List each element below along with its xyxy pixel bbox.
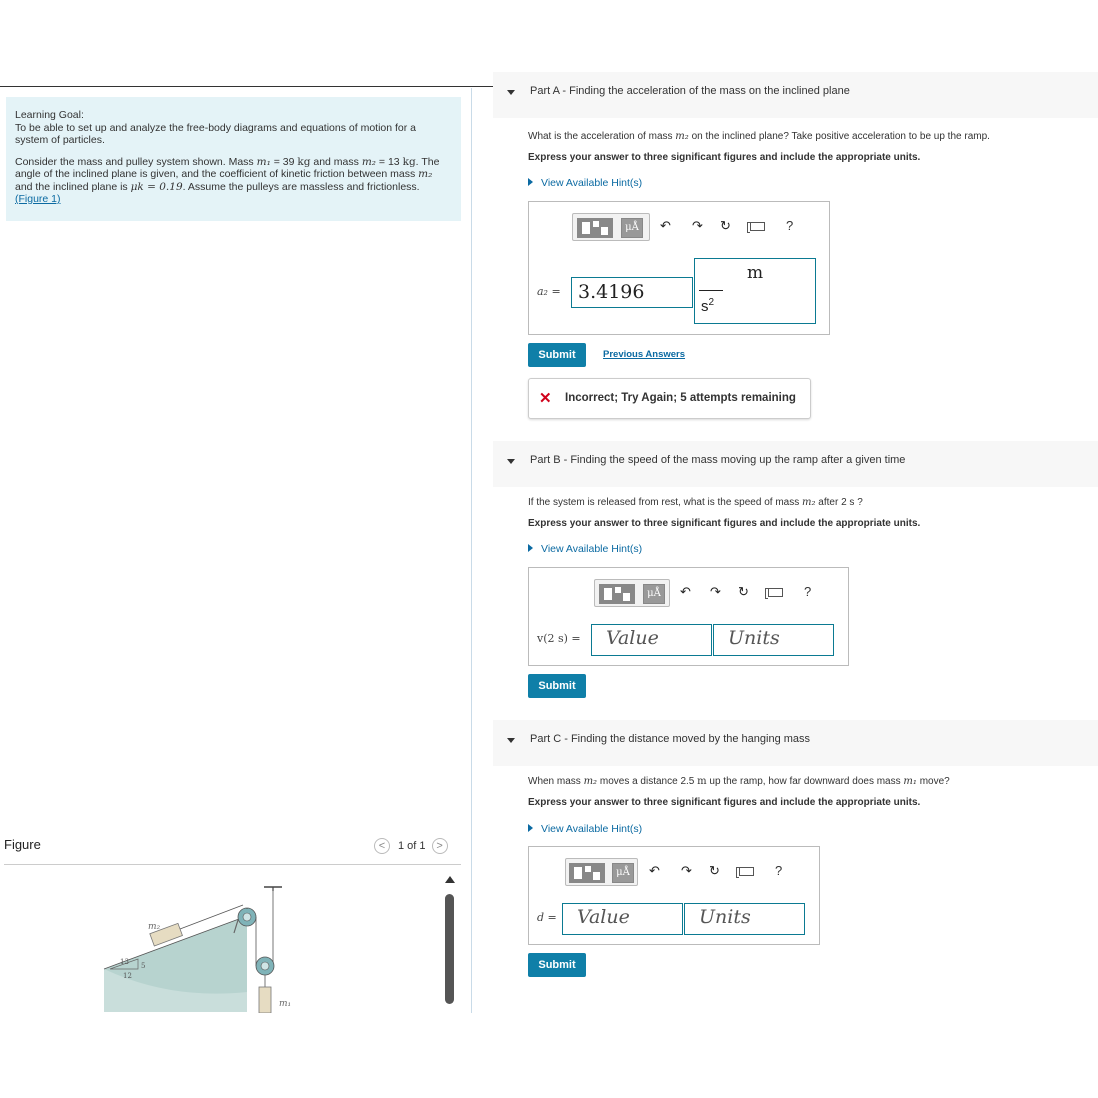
units-symbols-button[interactable]: μÅ [621, 218, 643, 238]
units-symbols-button[interactable]: μÅ [612, 863, 634, 883]
collapse-triangle-icon[interactable] [507, 738, 515, 743]
part-b-toolbar [594, 579, 834, 611]
redo-icon[interactable]: ↷ [710, 584, 721, 599]
block-m1 [259, 987, 271, 1013]
kg-unit: kg [402, 155, 416, 168]
keyboard-icon[interactable] [739, 867, 754, 876]
m2-symbol: m₂ [418, 168, 433, 180]
keyboard-icon[interactable] [768, 588, 783, 597]
part-a-value: 3.4196 [578, 281, 645, 303]
reset-icon[interactable]: ↻ [709, 863, 720, 878]
slope-label-13: 13 [120, 958, 129, 966]
text-span: Consider the mass and pulley system shown. Mass [15, 155, 254, 168]
part-b-hint-link[interactable] [528, 543, 642, 555]
keyboard-icon[interactable] [750, 222, 765, 231]
part-b-question [528, 497, 863, 508]
part-a-value-input[interactable] [571, 277, 693, 308]
part-b-value-input[interactable] [591, 624, 712, 656]
previous-answers-link[interactable]: Previous Answers [603, 349, 686, 360]
friction-coefficient: μk = 0.19 [130, 180, 183, 193]
text-span: The angle of the inclined plane is given, and the coefficient of kinetic friction between mass [15, 155, 440, 180]
help-icon[interactable]: ? [786, 218, 794, 233]
part-b-units-input[interactable] [713, 624, 834, 656]
part-a-toolbar [572, 213, 812, 245]
part-c-submit-button[interactable]: Submit [528, 953, 586, 977]
part-b-variable-label: v(2 s) = [537, 632, 581, 645]
part-a-hint-link[interactable] [528, 177, 642, 189]
part-a-header[interactable] [493, 72, 1098, 118]
scroll-up-icon[interactable] [445, 876, 455, 883]
pulley-hub [243, 913, 251, 921]
text-span: When mass [528, 776, 581, 787]
figure-link[interactable]: (Figure 1) [15, 193, 61, 205]
text-span: and mass [310, 155, 359, 168]
prev-figure-button[interactable]: < [374, 838, 390, 854]
part-c-title: Part C - Finding the distance moved by the hanging mass [530, 733, 811, 745]
text-span: If the system is released from rest, what is the speed of mass [528, 497, 800, 508]
feedback-message: Incorrect; Try Again; 5 attempts remaining [565, 392, 796, 404]
figure-scrollbar[interactable] [444, 876, 458, 1012]
expand-arrow-icon [528, 544, 533, 552]
part-c-units-input[interactable] [684, 903, 805, 935]
scroll-thumb[interactable] [445, 894, 454, 1004]
units-symbols-button[interactable]: μÅ [643, 584, 665, 604]
text-span: What is the acceleration of mass [528, 131, 673, 142]
next-figure-button[interactable]: > [432, 838, 448, 854]
slope-label-5: 5 [141, 962, 146, 970]
templates-icon[interactable] [599, 584, 635, 604]
m1-symbol: m₁ [903, 776, 917, 787]
text-span: . Assume the pulleys are massless and frictionless. [182, 180, 420, 193]
templates-icon[interactable] [577, 218, 613, 238]
undo-icon[interactable]: ↶ [660, 218, 671, 233]
pulley-system-figure [0, 865, 440, 1013]
part-c-value-input[interactable] [562, 903, 683, 935]
reset-icon[interactable]: ↻ [720, 218, 731, 233]
template-group [565, 858, 638, 886]
part-b-submit-button[interactable]: Submit [528, 674, 586, 698]
redo-icon[interactable]: ↷ [681, 863, 692, 878]
text-span: moves a distance 2.5 [599, 776, 695, 787]
undo-icon[interactable]: ↶ [680, 584, 691, 599]
unit-exponent: 2 [708, 297, 715, 308]
value-placeholder: Value [577, 906, 630, 928]
collapse-triangle-icon[interactable] [507, 90, 515, 95]
collapse-triangle-icon[interactable] [507, 459, 515, 464]
figure-pager [374, 838, 448, 854]
part-a-variable-label: a₂ = [537, 285, 561, 298]
learning-goal-text: To be able to set up and analyze the free-body diagrams and equations of motion for a system of particles. [15, 121, 417, 146]
expand-arrow-icon [528, 178, 533, 186]
m2-value: = 13 [376, 155, 400, 168]
part-a-title: Part A - Finding the acceleration of the mass on the inclined plane [530, 85, 850, 97]
text-span: move? [919, 776, 950, 787]
m1-label: m₁ [279, 999, 292, 1009]
part-a-question [528, 131, 990, 142]
unit-s: s [701, 298, 709, 315]
m1-symbol: m₁ [256, 155, 271, 168]
template-group [594, 579, 670, 607]
reset-icon[interactable]: ↻ [738, 584, 749, 599]
part-c-header[interactable] [493, 720, 1098, 766]
text-span: up the ramp, how far downward does mass [709, 776, 901, 787]
text-span: on the inclined plane? Take positive acceleration to be up the ramp. [691, 131, 990, 142]
templates-icon[interactable] [569, 863, 605, 883]
part-c-question [528, 776, 950, 787]
undo-icon[interactable]: ↶ [649, 863, 660, 878]
part-c-toolbar [565, 858, 805, 890]
part-c-hint-link[interactable] [528, 823, 642, 835]
column-divider [471, 88, 472, 1013]
redo-icon[interactable]: ↷ [692, 218, 703, 233]
value-placeholder: Value [606, 627, 659, 649]
m2-symbol: m₂ [802, 497, 816, 508]
part-a-instruction: Express your answer to three significant figures and include the appropriate units. [528, 152, 921, 163]
pulley-hub [261, 962, 269, 970]
hint-label: View Available Hint(s) [541, 823, 643, 835]
m2-label: m₂ [148, 922, 161, 932]
m2-symbol: m₂ [361, 155, 376, 168]
m1-value: = 39 [270, 155, 295, 168]
part-b-instruction: Express your answer to three significant figures and include the appropriate units. [528, 518, 921, 529]
hint-label: View Available Hint(s) [541, 543, 643, 555]
kg-unit: kg [297, 155, 311, 168]
text-span: . [415, 155, 419, 168]
unit-numerator: m [746, 263, 764, 283]
part-c-variable-label: d = [537, 911, 557, 924]
figure-page-count: 1 of 1 [398, 840, 426, 852]
part-b-header[interactable] [493, 441, 1098, 487]
problem-statement [15, 156, 451, 206]
meter-unit: m [697, 776, 707, 787]
learning-goal-panel [6, 97, 461, 221]
slope-label-12: 12 [123, 972, 132, 980]
learning-goal-title: Learning Goal: [15, 109, 84, 121]
text-span: and the inclined plane is [15, 180, 128, 193]
unit-denominator [701, 297, 714, 315]
part-c-instruction: Express your answer to three significant figures and include the appropriate units. [528, 797, 921, 808]
help-icon[interactable]: ? [775, 863, 783, 878]
fraction-bar [699, 290, 723, 291]
part-a-feedback [528, 378, 811, 419]
part-b-title: Part B - Finding the speed of the mass moving up the ramp after a given time [530, 454, 906, 466]
template-group [572, 213, 650, 241]
m2-symbol: m₂ [583, 776, 598, 787]
part-a-units-input[interactable] [694, 258, 816, 324]
incorrect-icon: ✕ [539, 390, 552, 407]
hint-label: View Available Hint(s) [541, 177, 643, 189]
figure-heading: Figure [4, 837, 41, 852]
part-a-submit-button[interactable]: Submit [528, 343, 586, 367]
m2-symbol: m₂ [675, 131, 689, 142]
expand-arrow-icon [528, 824, 533, 832]
help-icon[interactable]: ? [804, 584, 812, 599]
units-placeholder: Units [699, 906, 751, 928]
units-placeholder: Units [728, 627, 780, 649]
text-span: after 2 s ? [818, 497, 863, 508]
